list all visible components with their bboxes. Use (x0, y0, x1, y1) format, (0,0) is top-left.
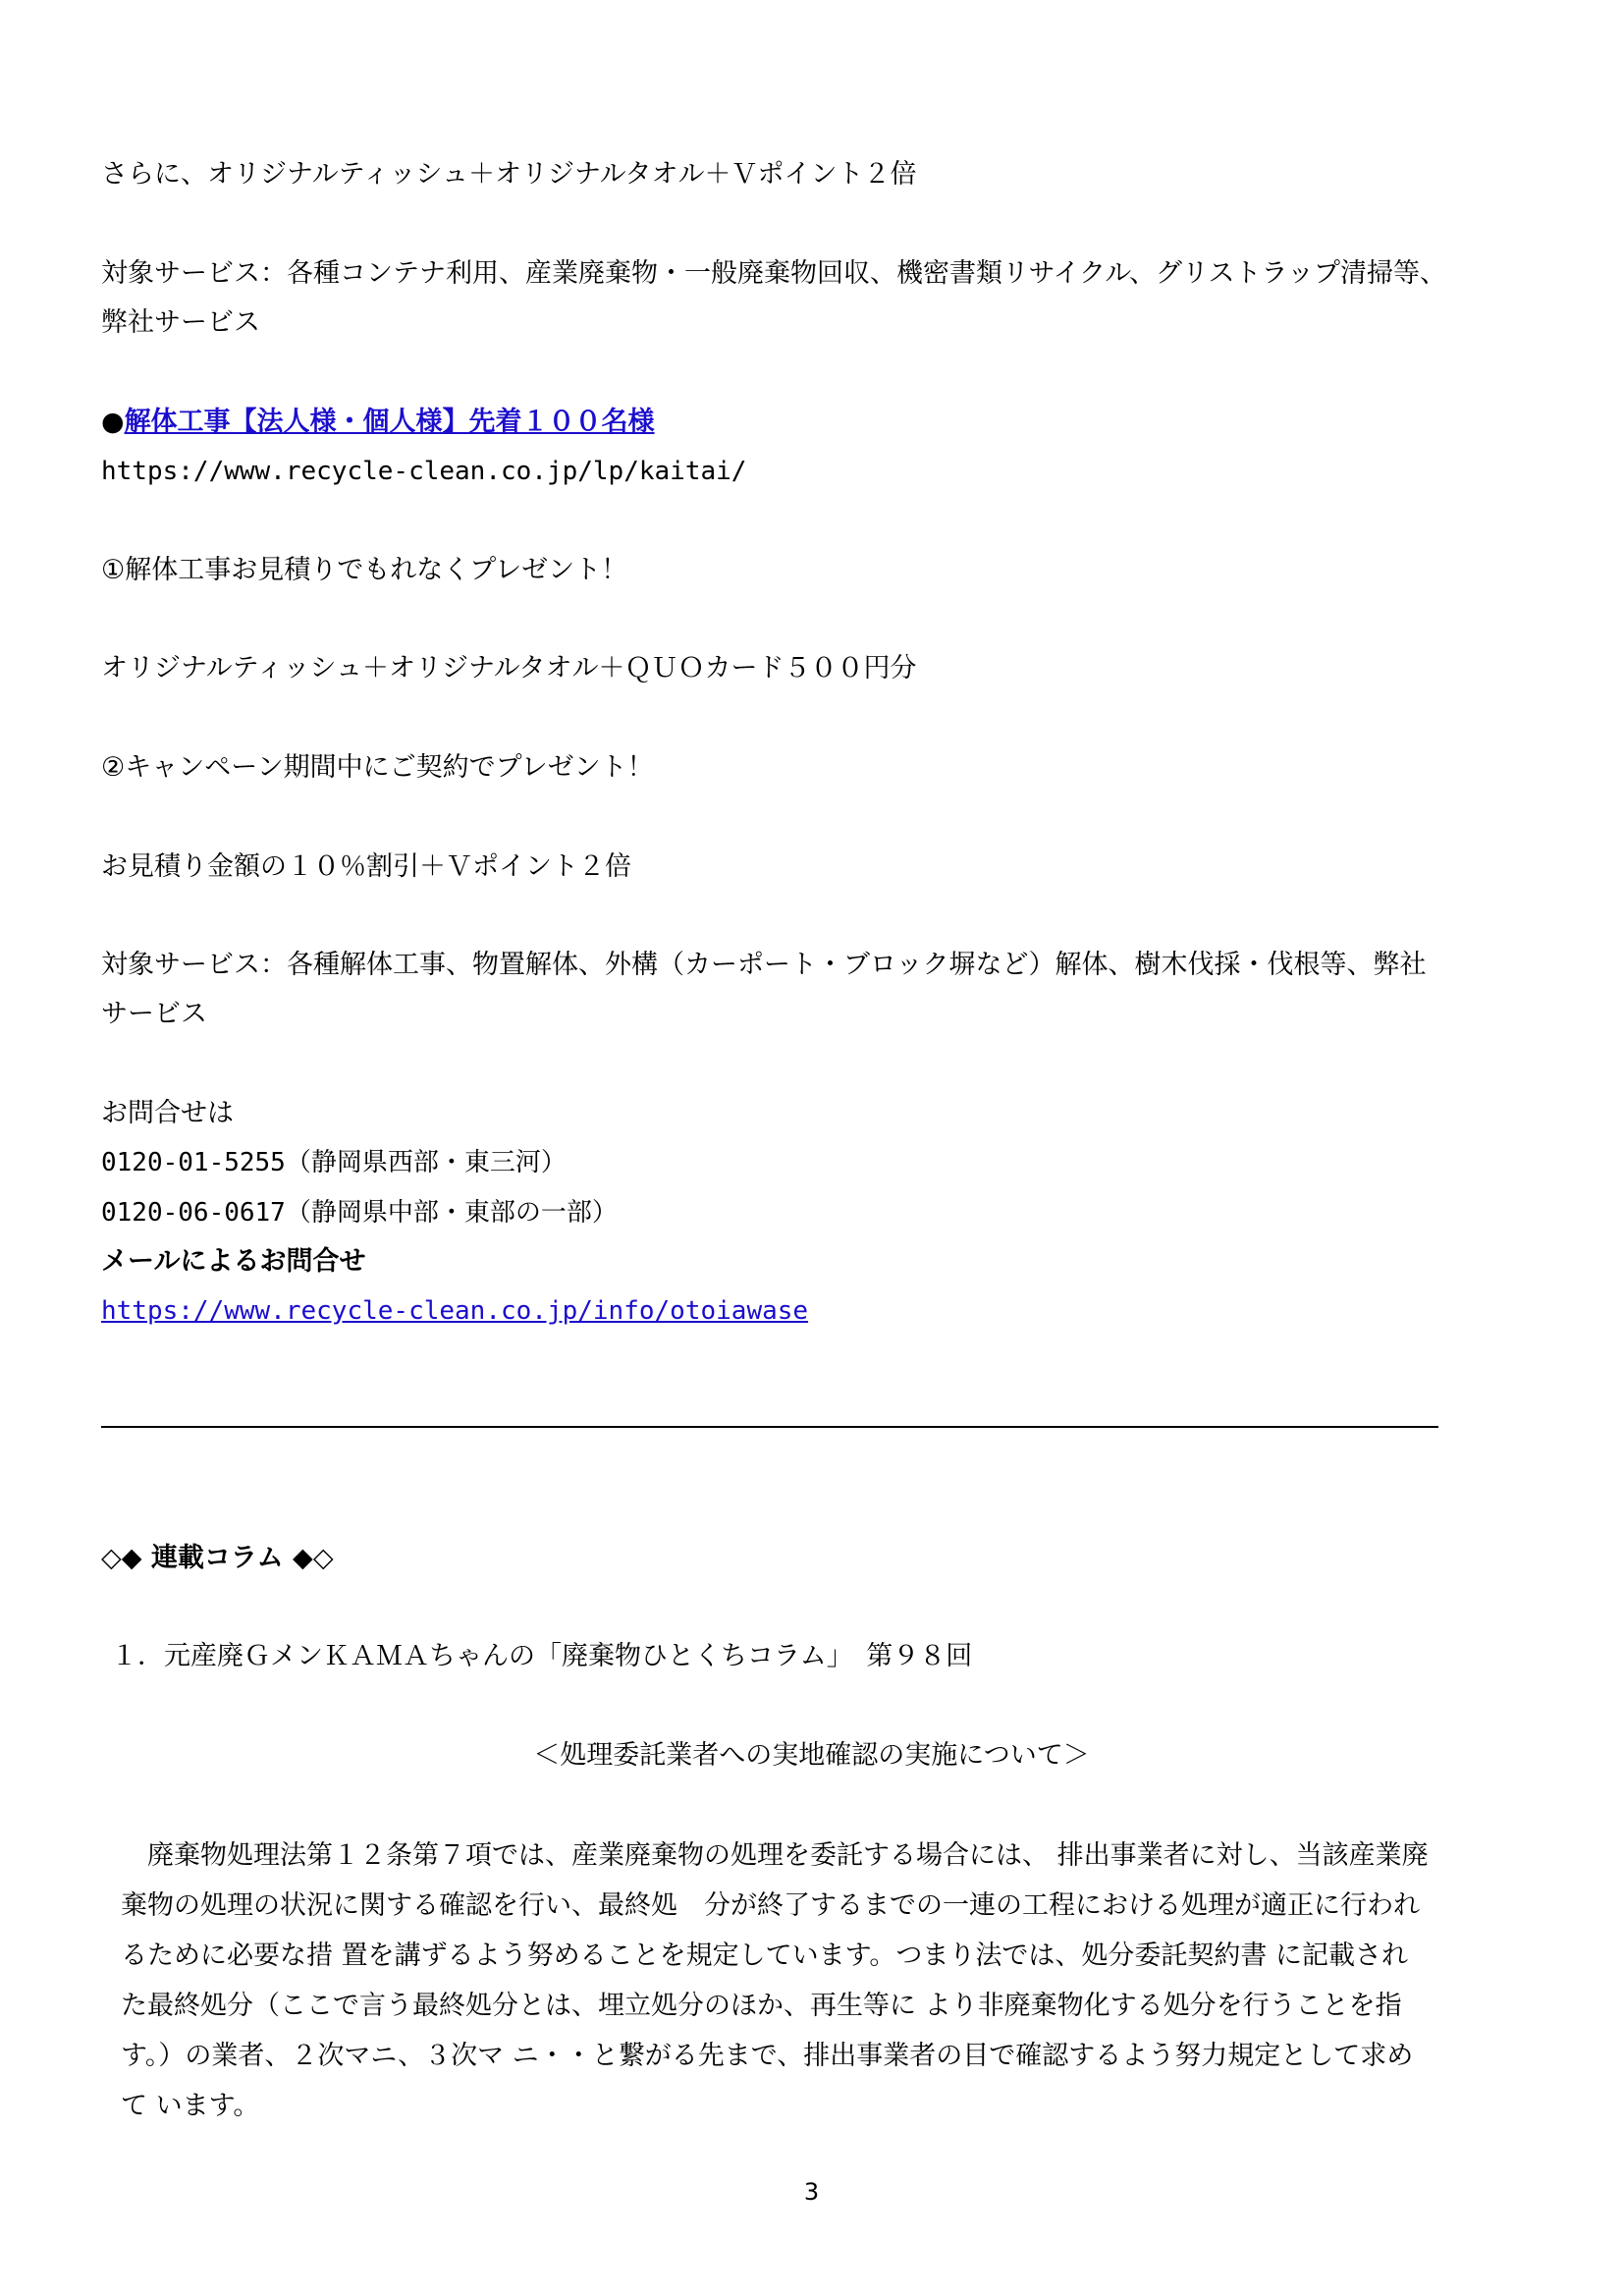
target-services-2a: 対象サービス：各種解体工事、物置解体、外構（カーポート・ブロック塀など）解体、樹木伐採・伐根等、弊社 (101, 950, 1427, 980)
column-subtitle: ＜処理委託業者への実地確認の実施について＞ (533, 1740, 1090, 1771)
column-header: ◇◆ 連載コラム ◆◇ (101, 1543, 334, 1573)
bullet-icon: ● (101, 407, 125, 437)
contact-phone-west (101, 1146, 567, 1179)
page-number: 3 (803, 2178, 820, 2206)
kaitai-url: https://www.recycle-clean.co.jp/lp/kaitai/ (101, 457, 747, 486)
contact-mail-title: メールによるお問合せ (101, 1246, 366, 1277)
gift1-detail: オリジナルティッシュ＋オリジナルタオル＋ＱＵＯカード５００円分 (101, 653, 917, 683)
target-services-1b: 弊社サービス (101, 307, 260, 338)
contact-phone-west-text: 0120-01-5255（静岡県西部・東三河） (101, 1148, 567, 1177)
column-body-line: るために必要な措 置を講ずるよう努めることを規定しています。つまり法では、処分委託契約書 に記載され (121, 1941, 1409, 1971)
column-item-title: １．元産廃ＧメンＫＡＭＡちゃんの「廃棄物ひとくちコラム」 第９８回 (111, 1641, 973, 1671)
column-body-line: た最終処分（ここで言う最終処分とは、埋立処分のほか、再生等に より非廃棄物化する処分を行うことを指 (121, 1991, 1402, 2021)
gift1-line: ①解体工事お見積りでもれなくプレゼント！ (101, 555, 628, 585)
contact-phone-central (101, 1196, 618, 1230)
section-divider (101, 1426, 1438, 1428)
column-body-line: 棄物の処理の状況に関する確認を行い、最終処 分が終了するまでの一連の工程における処理が適正に行われ (121, 1890, 1420, 1921)
contact-title: お問合せは (101, 1098, 234, 1128)
target-services-2b: サービス (101, 999, 207, 1029)
column-body (121, 1831, 1535, 2131)
kaitai-heading (101, 406, 655, 439)
column-body-line: す。）の業者、２次マニ、３次マ ニ・・と繋がる先まで、排出事業者の目で確認するよう努力規定として求め (121, 2041, 1414, 2071)
kaitai-heading-link[interactable]: 解体工事【法人様・個人様】先着１００名様 (124, 407, 655, 437)
gift2-line: ②キャンペーン期間中にご契約でプレゼント！ (101, 752, 654, 783)
column-body-line: 廃棄物処理法第１２条第７項では、産業廃棄物の処理を委託する場合には、 排出事業者に対し、当該産業廃 (121, 1840, 1429, 1871)
contact-phone-central-text: 0120-06-0617（静岡県中部・東部の一部） (101, 1198, 618, 1228)
intro-gift-line: さらに、オリジナルティッシュ＋オリジナルタオル＋Ｖポイント２倍 (101, 159, 917, 190)
gift2-detail: お見積り金額の１０％割引＋Ｖポイント２倍 (101, 851, 631, 882)
target-services-1a: 対象サービス：各種コンテナ利用、産業廃棄物・一般廃棄物回収、機密書類リサイクル、グリストラップ清掃等、 (101, 258, 1446, 289)
column-body-line: て います。 (121, 2091, 260, 2121)
contact-mail-url[interactable]: https://www.recycle-clean.co.jp/info/otoiawase (101, 1296, 809, 1326)
